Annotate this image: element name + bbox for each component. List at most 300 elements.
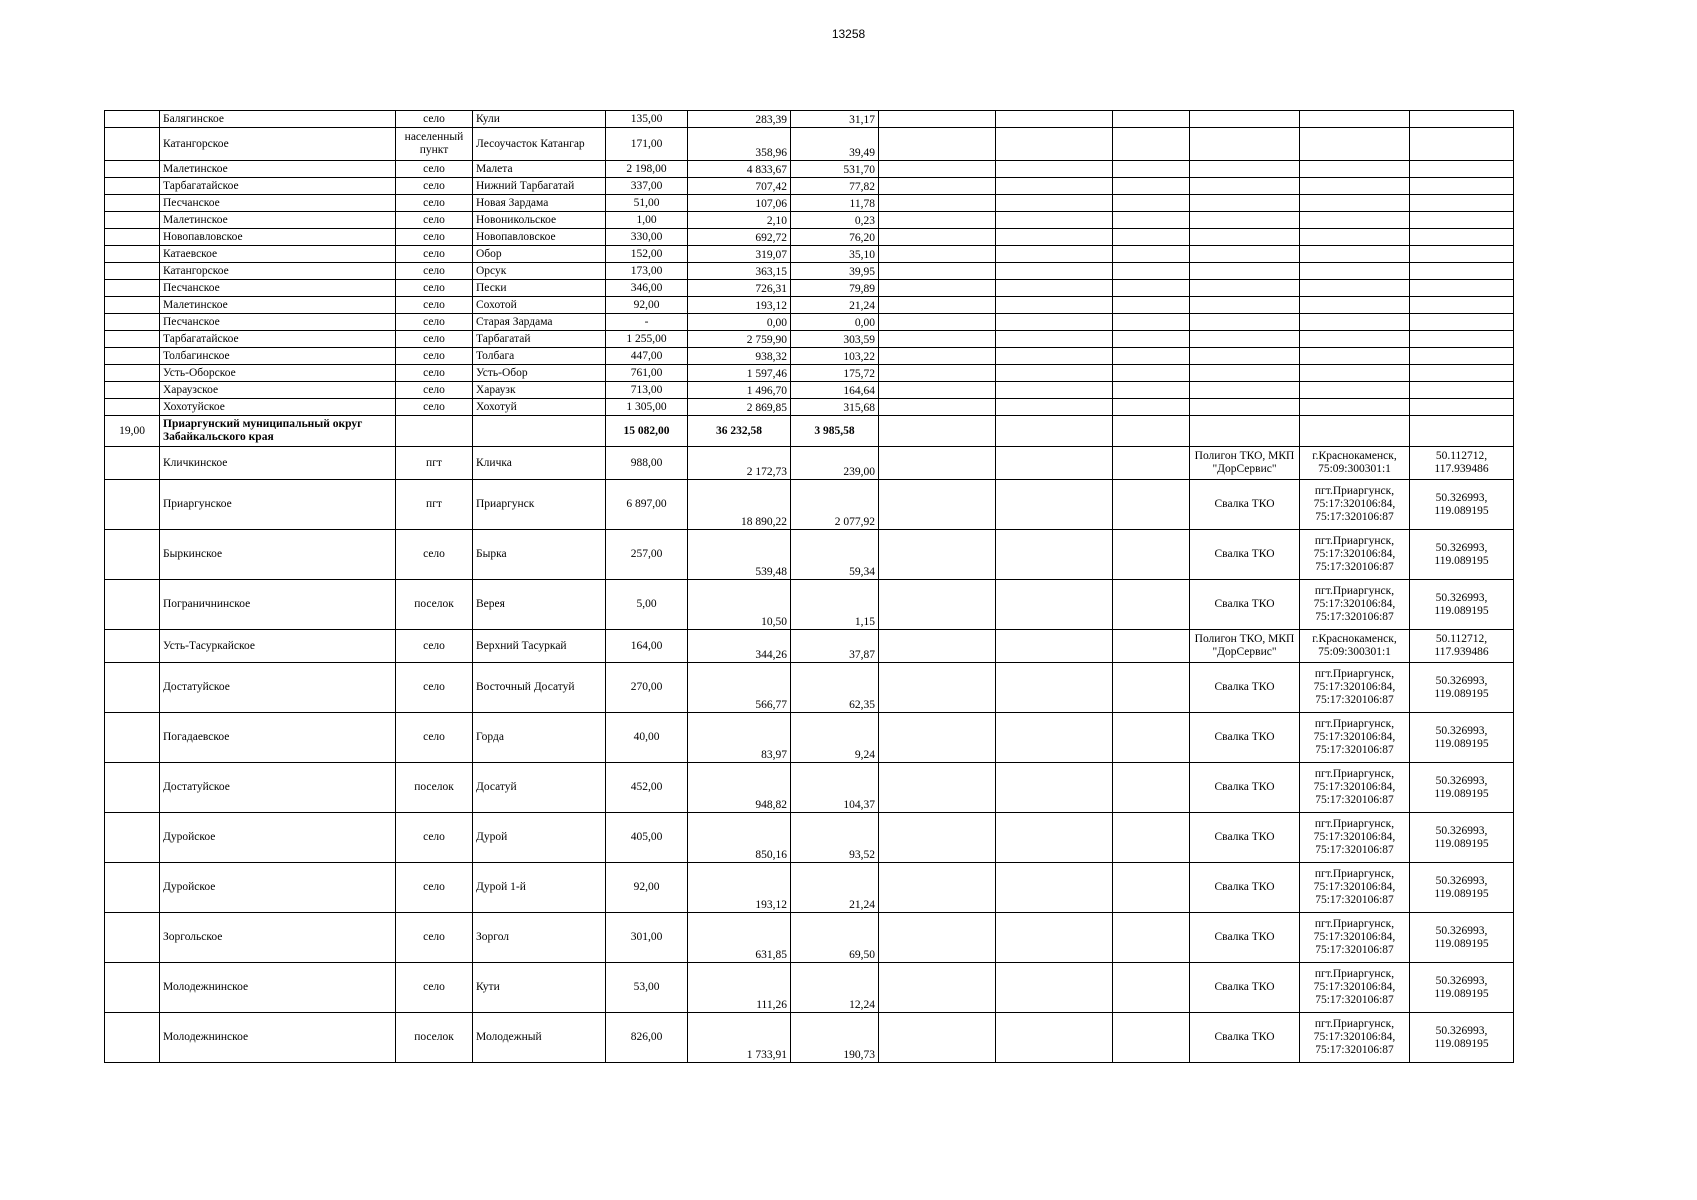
volume-m3-cell: 193,12 [688,863,791,913]
type-cell: село [396,111,473,128]
empty-cell [1300,280,1410,297]
coordinates-cell: 50.112712, 117.939486 [1410,630,1514,663]
empty-cell [1190,348,1300,365]
empty-cell [1300,331,1410,348]
type-cell: село [396,630,473,663]
volume-m3-cell: 692,72 [688,229,791,246]
table-row [105,263,1514,280]
empty-cell [473,416,606,447]
coordinates-cell: 50.326993, 119.089195 [1410,713,1514,763]
empty-cell [879,314,996,331]
page-number: 13258 [831,27,866,41]
settlement-cell: Малетинское [160,161,396,178]
empty-cell [1410,195,1514,212]
population-cell: 6 897,00 [606,480,688,530]
empty-cell [879,863,996,913]
coordinates-cell: 50.326993, 119.089195 [1410,530,1514,580]
settlement-cell: Молодежнинское [160,963,396,1013]
coordinates-cell: 50.112712, 117.939486 [1410,447,1514,480]
empty-cell [1190,416,1300,447]
settlement-cell: Зоргольское [160,913,396,963]
locality-cell: Приаргунск [473,480,606,530]
locality-cell: Хараузк [473,382,606,399]
empty-cell [1190,212,1300,229]
type-cell: пгт [396,480,473,530]
empty-cell [996,128,1113,161]
empty-cell [1300,382,1410,399]
empty-cell [1190,382,1300,399]
table-row [105,212,1514,229]
empty-cell [879,331,996,348]
population-cell: 257,00 [606,530,688,580]
row-number-cell [105,663,160,713]
population-cell: - [606,314,688,331]
empty-cell [1113,280,1190,297]
population-cell: 1 255,00 [606,331,688,348]
type-cell: село [396,229,473,246]
type-cell: село [396,178,473,195]
empty-cell [879,178,996,195]
population-cell: 270,00 [606,663,688,713]
locality-cell: Молодежный [473,1013,606,1063]
empty-cell [1190,280,1300,297]
type-cell: село [396,530,473,580]
volume-t-cell: 175,72 [791,365,879,382]
empty-cell [1410,178,1514,195]
empty-cell [1113,580,1190,630]
table-row [105,630,1514,663]
location-cell: пгт.Приаргунск, 75:17:320106:84, 75:17:320106:87 [1300,963,1410,1013]
volume-t-cell: 21,24 [791,863,879,913]
empty-cell [879,630,996,663]
empty-cell [1300,229,1410,246]
locality-cell: Новопавловское [473,229,606,246]
volume-t-cell: 79,89 [791,280,879,297]
empty-cell [1410,399,1514,416]
facility-cell: Свалка ТКО [1190,963,1300,1013]
coordinates-cell: 50.326993, 119.089195 [1410,580,1514,630]
volume-t-cell: 77,82 [791,178,879,195]
locality-cell: Кличка [473,447,606,480]
population-cell: 447,00 [606,348,688,365]
volume-m3-cell: 319,07 [688,246,791,263]
empty-cell [879,580,996,630]
empty-cell [1300,195,1410,212]
empty-cell [1300,246,1410,263]
volume-m3-cell: 850,16 [688,813,791,863]
volume-t-cell: 164,64 [791,382,879,399]
table-row [105,331,1514,348]
settlement-cell: Погадаевское [160,713,396,763]
type-cell: поселок [396,763,473,813]
settlement-cell: Пограничнинское [160,580,396,630]
table-row [105,863,1514,913]
locality-cell: Верхний Тасуркай [473,630,606,663]
volume-t-cell: 531,70 [791,161,879,178]
locality-cell: Сохотой [473,297,606,314]
location-cell: пгт.Приаргунск, 75:17:320106:84, 75:17:320106:87 [1300,663,1410,713]
row-number-cell [105,195,160,212]
settlement-cell: Катангорское [160,263,396,280]
locality-cell: Восточный Досатуй [473,663,606,713]
row-number-cell [105,447,160,480]
table-row [105,314,1514,331]
facility-cell: Свалка ТКО [1190,763,1300,813]
population-cell: 5,00 [606,580,688,630]
empty-cell [1113,161,1190,178]
type-cell: село [396,713,473,763]
locality-cell: Новая Зардама [473,195,606,212]
locality-cell: Кули [473,111,606,128]
settlement-cell: Хохотуйское [160,399,396,416]
empty-cell [1113,246,1190,263]
locality-cell: Кути [473,963,606,1013]
empty-cell [1113,195,1190,212]
volume-m3-cell: 1 733,91 [688,1013,791,1063]
empty-cell [996,314,1113,331]
empty-cell [879,663,996,713]
empty-cell [1300,297,1410,314]
volume-t-cell: 303,59 [791,331,879,348]
empty-cell [1113,913,1190,963]
empty-cell [1300,212,1410,229]
empty-cell [996,480,1113,530]
empty-cell [1113,314,1190,331]
row-number-cell [105,863,160,913]
empty-cell [1190,331,1300,348]
row-number-cell [105,763,160,813]
population-cell: 51,00 [606,195,688,212]
location-cell: пгт.Приаргунск, 75:17:320106:84, 75:17:320106:87 [1300,580,1410,630]
empty-cell [1113,863,1190,913]
empty-cell [879,280,996,297]
population-cell: 452,00 [606,763,688,813]
volume-m3-cell: 2 172,73 [688,447,791,480]
row-number-cell [105,111,160,128]
empty-cell [879,447,996,480]
location-cell: пгт.Приаргунск, 75:17:320106:84, 75:17:320106:87 [1300,913,1410,963]
volume-m3-cell: 2 759,90 [688,331,791,348]
row-number-cell [105,580,160,630]
settlement-cell: Малетинское [160,297,396,314]
empty-cell [1113,813,1190,863]
type-cell: село [396,863,473,913]
empty-cell [996,195,1113,212]
row-number-cell [105,297,160,314]
empty-cell [1190,314,1300,331]
type-cell: село [396,963,473,1013]
volume-t-cell: 39,49 [791,128,879,161]
settlement-cell: Усть-Тасуркайское [160,630,396,663]
volume-m3-cell: 10,50 [688,580,791,630]
table-row [105,763,1514,813]
empty-cell [1190,128,1300,161]
table-row [105,161,1514,178]
empty-cell [1190,263,1300,280]
settlement-cell: Дуройское [160,863,396,913]
coordinates-cell: 50.326993, 119.089195 [1410,763,1514,813]
population-cell: 1 305,00 [606,399,688,416]
district-population: 15 082,00 [606,416,688,447]
table-row [105,246,1514,263]
population-cell: 761,00 [606,365,688,382]
table-row [105,663,1514,713]
table-row [105,111,1514,128]
waste-register-table [104,110,1514,1063]
type-cell: село [396,212,473,229]
empty-cell [996,280,1113,297]
settlement-cell: Тарбагатайское [160,331,396,348]
type-cell: поселок [396,580,473,630]
empty-cell [996,416,1113,447]
row-number-cell [105,263,160,280]
facility-cell: Свалка ТКО [1190,863,1300,913]
empty-cell [996,365,1113,382]
empty-cell [1410,348,1514,365]
location-cell: пгт.Приаргунск, 75:17:320106:84, 75:17:320106:87 [1300,1013,1410,1063]
empty-cell [879,399,996,416]
coordinates-cell: 50.326993, 119.089195 [1410,913,1514,963]
empty-cell [1113,229,1190,246]
empty-cell [1113,297,1190,314]
empty-cell [1113,365,1190,382]
empty-cell [1300,111,1410,128]
volume-t-cell: 1,15 [791,580,879,630]
locality-cell: Тарбагатай [473,331,606,348]
volume-m3-cell: 363,15 [688,263,791,280]
volume-t-cell: 190,73 [791,1013,879,1063]
type-cell: пгт [396,447,473,480]
empty-cell [1113,530,1190,580]
row-number-cell [105,813,160,863]
empty-cell [1113,447,1190,480]
locality-cell: Обор [473,246,606,263]
row-number-cell [105,713,160,763]
empty-cell [396,416,473,447]
population-cell: 405,00 [606,813,688,863]
population-cell: 1,00 [606,212,688,229]
empty-cell [879,212,996,229]
empty-cell [1410,246,1514,263]
empty-cell [1190,246,1300,263]
empty-cell [996,530,1113,580]
row-number-cell [105,314,160,331]
location-cell: пгт.Приаргунск, 75:17:320106:84, 75:17:320106:87 [1300,530,1410,580]
settlement-cell: Песчанское [160,280,396,297]
empty-cell [1410,314,1514,331]
location-cell: г.Краснокаменск, 75:09:300301:1 [1300,447,1410,480]
type-cell: населенный пункт [396,128,473,161]
locality-cell: Толбага [473,348,606,365]
empty-cell [1410,365,1514,382]
volume-t-cell: 35,10 [791,246,879,263]
empty-cell [1113,630,1190,663]
volume-m3-cell: 358,96 [688,128,791,161]
volume-t-cell: 11,78 [791,195,879,212]
location-cell: пгт.Приаргунск, 75:17:320106:84, 75:17:320106:87 [1300,763,1410,813]
location-cell: г.Краснокаменск, 75:09:300301:1 [1300,630,1410,663]
empty-cell [879,480,996,530]
empty-cell [1300,365,1410,382]
empty-cell [1300,314,1410,331]
empty-cell [996,263,1113,280]
table-row [105,963,1514,1013]
empty-cell [1113,128,1190,161]
row-number-cell [105,161,160,178]
facility-cell: Свалка ТКО [1190,530,1300,580]
table-row [105,365,1514,382]
volume-m3-cell: 707,42 [688,178,791,195]
district-number: 19,00 [105,416,160,447]
empty-cell [996,297,1113,314]
empty-cell [996,212,1113,229]
facility-cell: Свалка ТКО [1190,663,1300,713]
empty-cell [1113,663,1190,713]
empty-cell [1190,297,1300,314]
empty-cell [1300,128,1410,161]
empty-cell [1113,212,1190,229]
empty-cell [879,348,996,365]
volume-m3-cell: 938,32 [688,348,791,365]
empty-cell [996,229,1113,246]
coordinates-cell: 50.326993, 119.089195 [1410,480,1514,530]
type-cell: село [396,348,473,365]
volume-m3-cell: 2 869,85 [688,399,791,416]
volume-t-cell: 76,20 [791,229,879,246]
empty-cell [1113,763,1190,813]
row-number-cell [105,530,160,580]
empty-cell [1190,195,1300,212]
empty-cell [1190,229,1300,246]
locality-cell: Старая Зардама [473,314,606,331]
settlement-cell: Приаргунское [160,480,396,530]
table-row [105,530,1514,580]
location-cell: пгт.Приаргунск, 75:17:320106:84, 75:17:320106:87 [1300,713,1410,763]
row-number-cell [105,382,160,399]
locality-cell: Зоргол [473,913,606,963]
district-volume-t: 3 985,58 [791,416,879,447]
settlement-cell: Усть-Оборское [160,365,396,382]
volume-t-cell: 0,23 [791,212,879,229]
volume-t-cell: 31,17 [791,111,879,128]
empty-cell [996,1013,1113,1063]
empty-cell [996,863,1113,913]
table-row [105,399,1514,416]
facility-cell: Свалка ТКО [1190,580,1300,630]
table-row [105,128,1514,161]
type-cell: село [396,399,473,416]
volume-m3-cell: 283,39 [688,111,791,128]
settlement-cell: Быркинское [160,530,396,580]
population-cell: 173,00 [606,263,688,280]
table-row [105,178,1514,195]
location-cell: пгт.Приаргунск, 75:17:320106:84, 75:17:320106:87 [1300,813,1410,863]
coordinates-cell: 50.326993, 119.089195 [1410,663,1514,713]
empty-cell [1300,399,1410,416]
table-row [105,913,1514,963]
empty-cell [1190,399,1300,416]
empty-cell [879,416,996,447]
volume-t-cell: 12,24 [791,963,879,1013]
volume-m3-cell: 566,77 [688,663,791,713]
row-number-cell [105,1013,160,1063]
volume-m3-cell: 726,31 [688,280,791,297]
locality-cell: Нижний Тарбагатай [473,178,606,195]
population-cell: 2 198,00 [606,161,688,178]
empty-cell [996,713,1113,763]
empty-cell [1410,128,1514,161]
empty-cell [1410,229,1514,246]
row-number-cell [105,229,160,246]
empty-cell [1113,382,1190,399]
locality-cell: Горда [473,713,606,763]
row-number-cell [105,128,160,161]
settlement-cell: Песчанское [160,195,396,212]
type-cell: село [396,280,473,297]
facility-cell: Свалка ТКО [1190,480,1300,530]
empty-cell [1300,348,1410,365]
population-cell: 337,00 [606,178,688,195]
volume-m3-cell: 193,12 [688,297,791,314]
row-number-cell [105,480,160,530]
volume-t-cell: 93,52 [791,813,879,863]
volume-m3-cell: 4 833,67 [688,161,791,178]
empty-cell [996,331,1113,348]
volume-m3-cell: 0,00 [688,314,791,331]
volume-m3-cell: 631,85 [688,913,791,963]
type-cell: село [396,813,473,863]
locality-cell: Досатуй [473,763,606,813]
volume-m3-cell: 1 496,70 [688,382,791,399]
empty-cell [879,763,996,813]
locality-cell: Дурой [473,813,606,863]
population-cell: 53,00 [606,963,688,1013]
empty-cell [1410,297,1514,314]
empty-cell [1113,348,1190,365]
volume-t-cell: 9,24 [791,713,879,763]
type-cell: село [396,246,473,263]
population-cell: 988,00 [606,447,688,480]
district-total-row [105,416,1514,447]
type-cell: село [396,314,473,331]
locality-cell: Усть-Обор [473,365,606,382]
settlement-cell: Толбагинское [160,348,396,365]
empty-cell [996,246,1113,263]
locality-cell: Малета [473,161,606,178]
volume-t-cell: 21,24 [791,297,879,314]
row-number-cell [105,913,160,963]
population-cell: 164,00 [606,630,688,663]
locality-cell: Бырка [473,530,606,580]
volume-m3-cell: 948,82 [688,763,791,813]
empty-cell [879,963,996,1013]
volume-m3-cell: 83,97 [688,713,791,763]
row-number-cell [105,399,160,416]
locality-cell: Хохотуй [473,399,606,416]
row-number-cell [105,348,160,365]
empty-cell [1190,161,1300,178]
empty-cell [879,229,996,246]
empty-cell [879,813,996,863]
empty-cell [879,1013,996,1063]
volume-t-cell: 69,50 [791,913,879,963]
table-row [105,813,1514,863]
population-cell: 92,00 [606,863,688,913]
location-cell: пгт.Приаргунск, 75:17:320106:84, 75:17:320106:87 [1300,863,1410,913]
volume-t-cell: 2 077,92 [791,480,879,530]
facility-cell: Свалка ТКО [1190,813,1300,863]
type-cell: село [396,195,473,212]
